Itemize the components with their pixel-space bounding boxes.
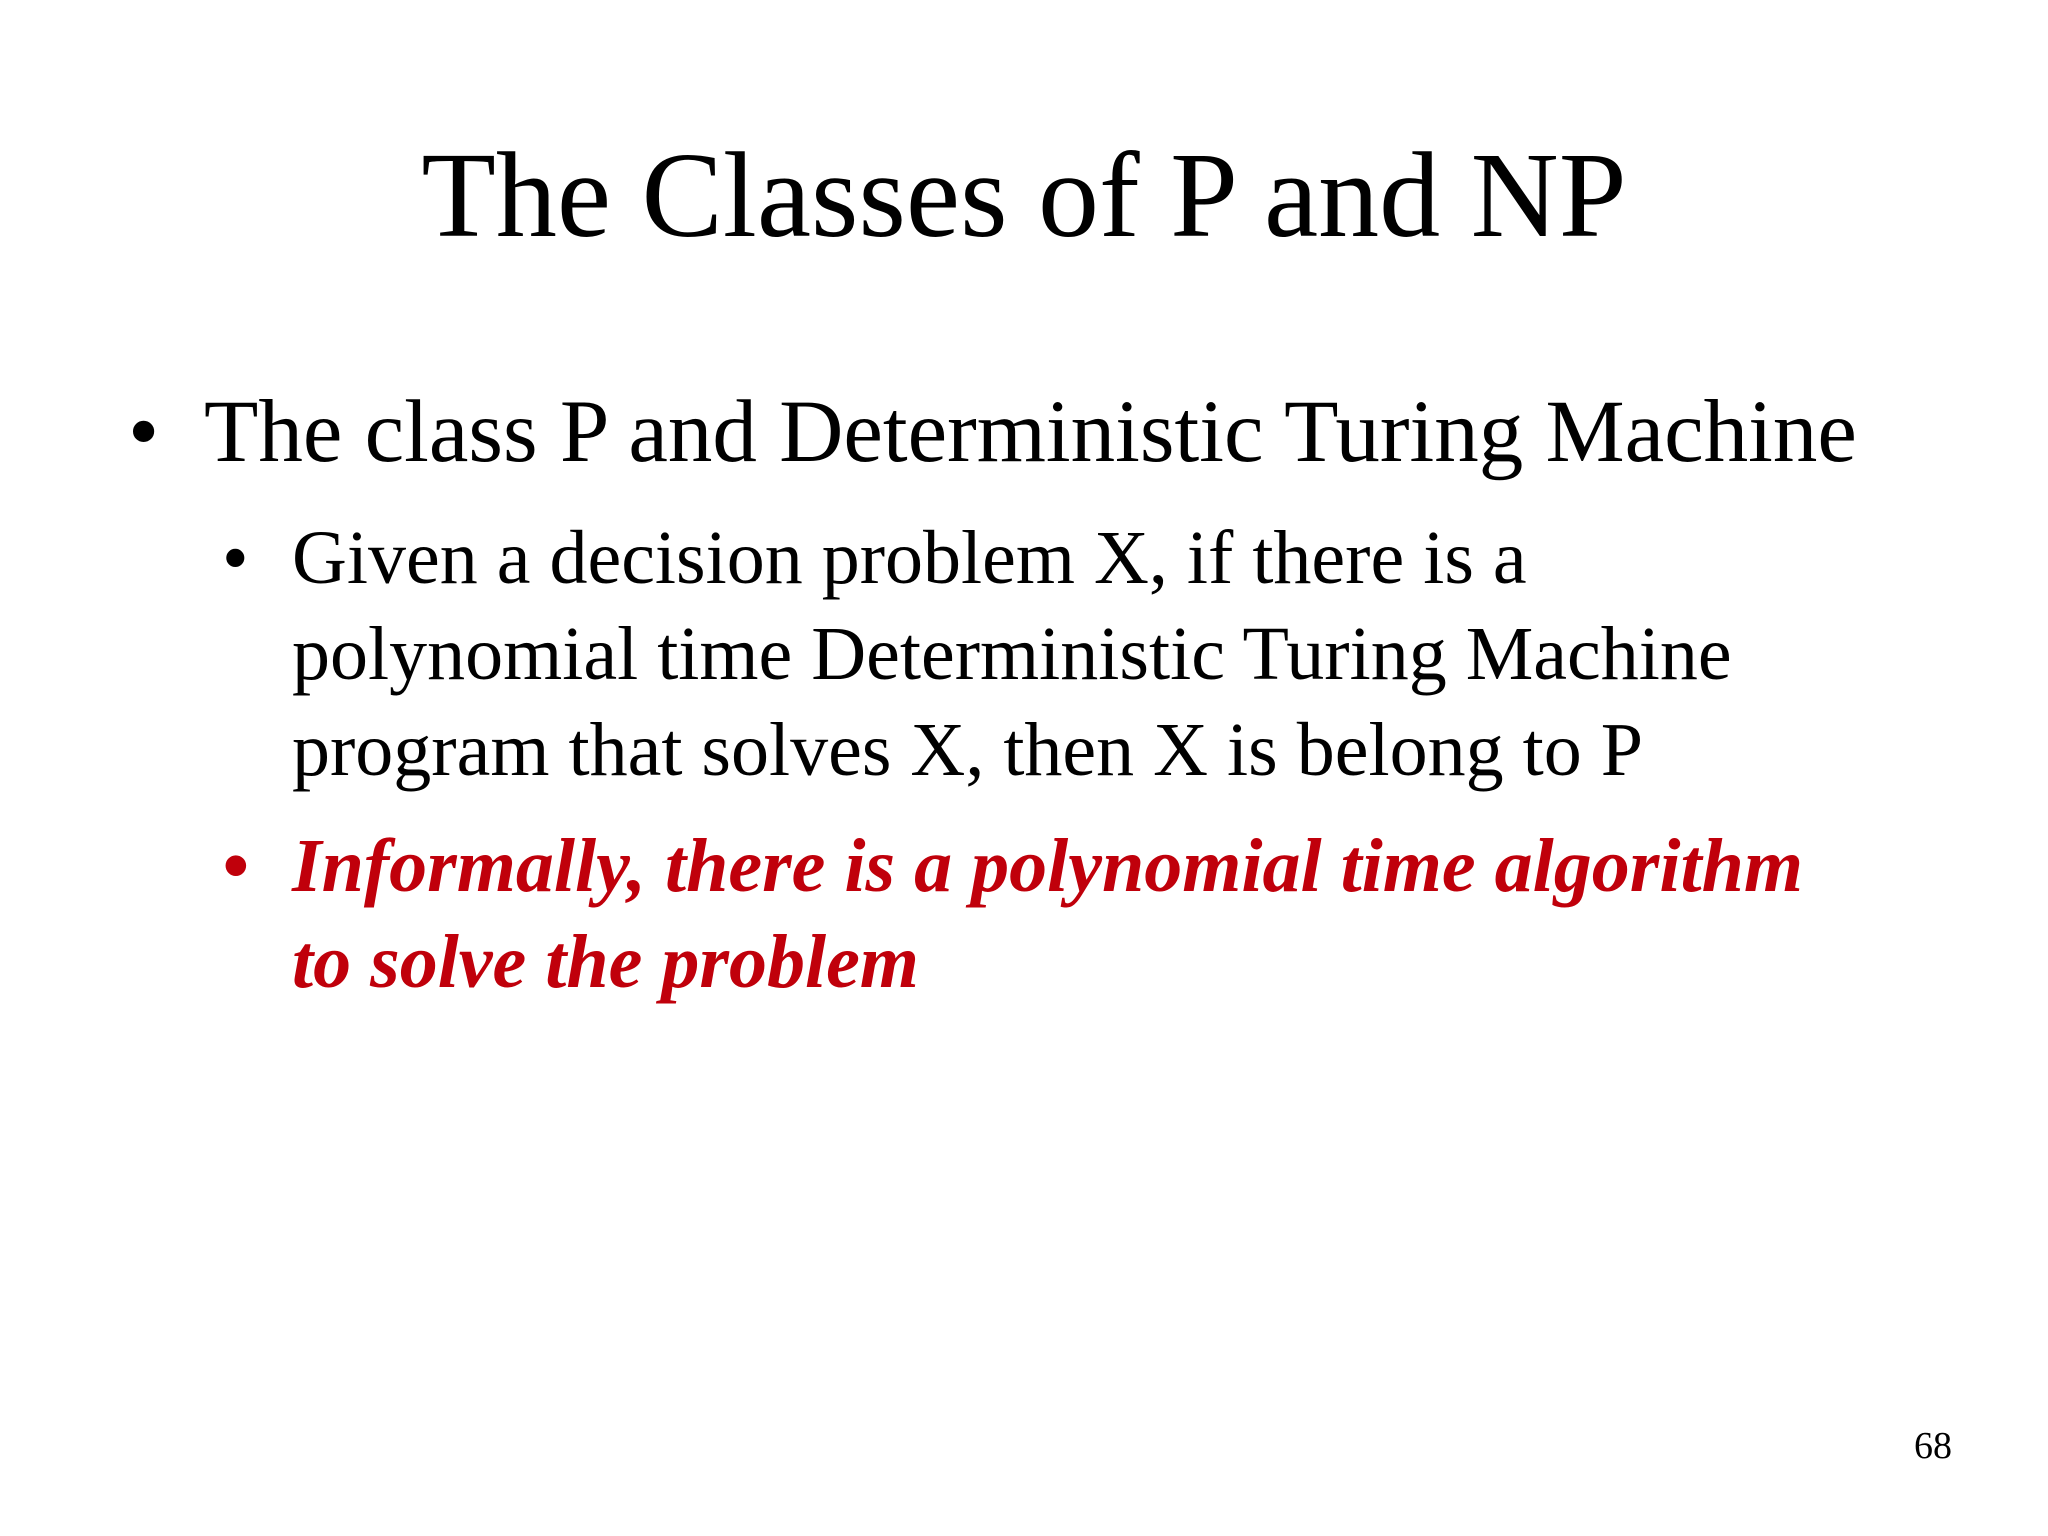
text-line: Given a decision problem X, if there is a <box>292 516 1527 600</box>
text-line: polynomial time Deterministic Turing Machine <box>292 612 1732 696</box>
sub-bullet-dot: • <box>222 516 249 600</box>
text-line: program that solves X, then X is belong to P <box>292 708 1643 792</box>
bullet-dot: • <box>128 383 160 481</box>
sub-bullet-text <box>292 510 1952 798</box>
sub-bullet-text <box>292 818 1952 1010</box>
sub-bullet-dot: • <box>222 824 249 908</box>
page-number: 68 <box>1914 1425 1952 1467</box>
bullet-text: The class P and Deterministic Turing Machine <box>204 383 1857 481</box>
text-line: Informally, there is a polynomial time algorithm <box>292 824 1803 908</box>
text-line: to solve the problem <box>292 920 919 1004</box>
slide-title: The Classes of P and NP <box>421 128 1627 263</box>
